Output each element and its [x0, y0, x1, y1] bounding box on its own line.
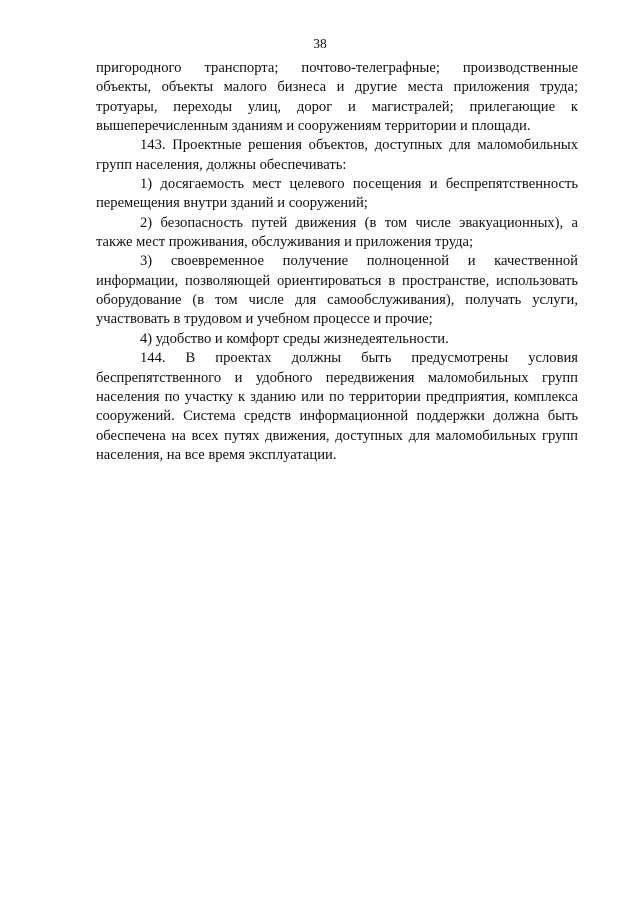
- text-line: населения, на все время эксплуатации.: [96, 446, 337, 463]
- text-line: перемещения внутри зданий и сооружений;: [96, 195, 368, 212]
- text-line: пригородного транспорта; почтово-телеграфные; производственные: [96, 60, 578, 76]
- text-line: 4) удобство и комфорт среды жизнедеятельности.: [140, 330, 449, 347]
- page-number: 38: [313, 36, 327, 51]
- text-line: тротуары, переходы улиц, дорог и магистралей; прилегающие к: [96, 98, 578, 115]
- text-line: обеспечена на всех путях движения, доступных для маломобильных групп: [96, 427, 578, 444]
- text-line: сооружений. Система средств информационной поддержки должна быть: [96, 408, 578, 425]
- text-line: 143. Проектные решения объектов, доступных для маломобильных: [140, 137, 578, 154]
- text-line: 1) досягаемость мест целевого посещения и беспрепятственность: [140, 176, 578, 193]
- text-line: 2) безопасность путей движения (в том числе эвакуационных), а: [140, 214, 578, 231]
- text-line: групп населения, должны обеспечивать:: [96, 156, 347, 173]
- text-line: информации, позволяющей ориентироваться в пространстве, использовать: [96, 272, 578, 289]
- text-line: 144. В проектах должны быть предусмотрены условия: [140, 350, 578, 367]
- text-line: объекты, объекты малого бизнеса и другие места приложения труда;: [96, 79, 578, 96]
- text-line: также мест проживания, обслуживания и приложения труда;: [96, 234, 474, 251]
- text-line: участвовать в трудовом и учебном процессе и прочие;: [96, 311, 433, 328]
- text-line: оборудование (в том числе для самообслуживания), получать услуги,: [96, 292, 578, 309]
- text-line: вышеперечисленным зданиям и сооружениям территории и площади.: [96, 118, 531, 135]
- document-body: [96, 59, 578, 465]
- text-line: 3) своевременное получение полноценной и качественной: [140, 253, 578, 270]
- text-line: населения по участку к зданию или по территории предприятия, комплекса: [96, 388, 578, 405]
- text-line: беспрепятственного и удобного передвижения маломобильных групп: [96, 369, 578, 386]
